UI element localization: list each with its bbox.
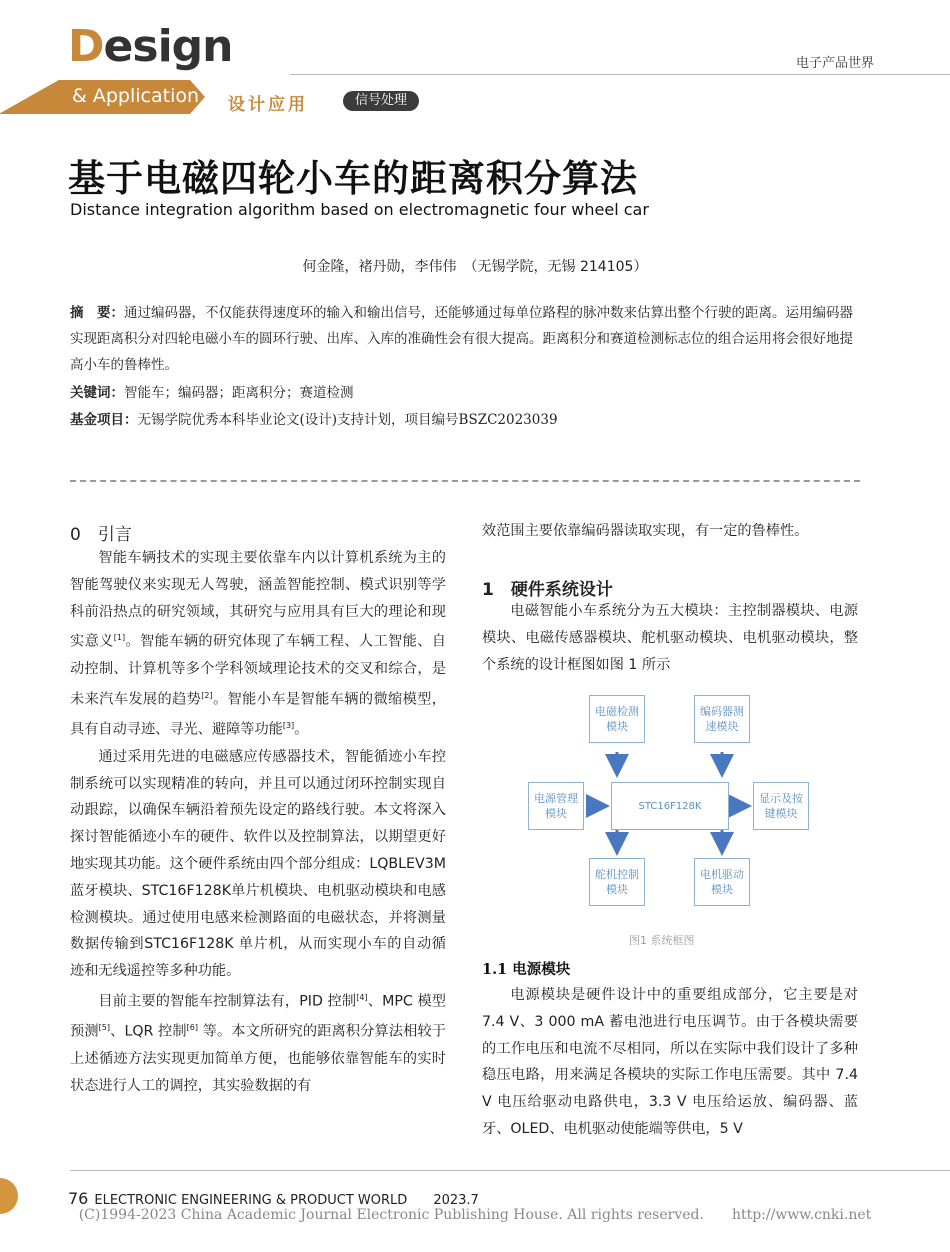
citation: [4] xyxy=(356,992,368,1002)
logo-rest: esign xyxy=(103,21,233,72)
text: 。 xyxy=(294,721,309,738)
power-heading: 1.1 电源模块 xyxy=(482,961,571,978)
footer-journal: ELECTRONIC ENGINEERING & PRODUCT WORLD xyxy=(94,1193,408,1208)
intro-paragraph-3 xyxy=(70,985,446,1100)
copyright: (C)1994-2023 China Academic Journal Electronic Publishing House. All rights reserved. http://www.cnki.net xyxy=(78,1207,872,1223)
box-servo: 舵机控制模块 xyxy=(589,858,645,906)
citation: [3] xyxy=(282,721,295,731)
citation: [5] xyxy=(98,1023,110,1033)
logo-initial: D xyxy=(68,21,104,72)
box-power-mgmt: 电源管理模块 xyxy=(528,782,584,830)
funding-text: 无锡学院优秀本科毕业论文(设计)支持计划，项目编号BSZC2023039 xyxy=(137,412,558,428)
english-title: Distance integration algorithm based on electromagnetic four wheel car xyxy=(70,200,649,219)
left-column xyxy=(70,545,446,1100)
funding-label: 基金项目： xyxy=(70,412,138,428)
citation: [2] xyxy=(201,690,213,700)
citation: [1] xyxy=(113,633,126,643)
abstract xyxy=(70,300,860,378)
section-tag: 信号处理 xyxy=(343,91,419,111)
footer-rule xyxy=(70,1170,950,1171)
hardware-text xyxy=(482,598,858,678)
keywords xyxy=(70,381,860,401)
abstract-label: 摘 要： xyxy=(70,305,124,321)
keywords-text: 智能车；编码器；距离积分；赛道检测 xyxy=(124,385,354,401)
hardware-heading: 1 硬件系统设计 xyxy=(482,580,613,600)
intro-heading: 0 引言 xyxy=(70,525,132,545)
box-display: 显示及按键模块 xyxy=(753,782,809,830)
text: 。智能小车是智能车辆的微缩模型，具有自动寻迹、寻光、避障等功能 xyxy=(70,691,446,738)
page-title: 基于电磁四轮小车的距离积分算法 xyxy=(68,156,638,200)
right-column-top xyxy=(482,518,858,545)
intro-paragraph-2: 通过采用先进的电磁感应传感器技术，智能循迹小车控制系统可以实现精准的转向，并且可以通过闭环控制实现自动跟踪，以确保车辆沿着预先设定的路线行驶。本文将深入探讨智能循迹小车的硬件、软件以及控制算法，以期望更好地实现其功能。这个硬件系统由四个部分组成：LQBLEV3M 蓝牙模块、STC16F128K单片机模块、电机驱动模块和电感检测模块。通过使用电感来检测路面的电磁状态，并将测量数据传输到STC16F128K 单片机，从而实现小车的自动循迹和无线遥控等多种功能。 xyxy=(70,748,446,980)
power-paragraph: 电源模块是硬件设计中的重要组成部分，它主要是对 7.4 V、3 000 mA 蓄电池进行电压调节。由于各模块需要的工作电压和电流不尽相同，所以在实际中我们设计了多种稳压电路，用来满足各模块的实际工作电压需要。其中 7.4 V 电压给驱动电路供电，3.3 V 电压给运放、编码器、蓝牙、OLED、电机驱动使能端等供电，5 V xyxy=(482,987,858,1137)
header-rule xyxy=(290,74,950,75)
box-mcu: STC16F128K xyxy=(611,782,729,830)
page-number: 76 xyxy=(68,1189,89,1208)
divider xyxy=(70,480,860,482)
box-encoder: 编码器测速模块 xyxy=(694,695,750,743)
text: 智能车辆技术的实现主要依靠车内以计算机系统为主的智能驾驶仪来实现无人驾驶，涵盖智能控制、模式识别等学科前沿热点的研究领域，其研究与应用具有巨大的理论和现实意义 xyxy=(70,550,446,651)
keywords-label: 关键词： xyxy=(70,385,124,401)
continued-text: 效范围主要依靠编码器读取实现，有一定的鲁棒性。 xyxy=(482,523,809,539)
citation: [6] xyxy=(186,1023,199,1033)
authors: 何金隆，褚丹勋，李伟伟 （无锡学院，无锡 214105） xyxy=(302,259,648,275)
box-em-detect: 电磁检测模块 xyxy=(589,695,645,743)
power-text xyxy=(482,982,858,1143)
text: 、LQR 控制 xyxy=(110,1024,187,1041)
logo-subtitle: & Application xyxy=(72,85,200,107)
abstract-text: 通过编码器，不仅能获得速度环的输入和输出信号，还能够通过每单位路程的脉冲数来估算出整个行驶的距离。运用编码器实现距离积分对四轮电磁小车的圆环行驶、出库、入库的准确性会有很大提高。距离积分和赛道检测标志位的组合运用将会很好地提高小车的鲁棒性。 xyxy=(70,305,853,373)
intro-paragraph-1 xyxy=(70,545,446,744)
hardware-paragraph: 电磁智能小车系统分为五大模块：主控制器模块、电源模块、电磁传感器模块、舵机驱动模块、电机驱动模块，整个系统的设计框图如图 1 所示 xyxy=(482,603,858,673)
text: 。智能车辆的研究体现了车辆工程、人工智能、自动控制、计算机等多个学科领域理论技术的交叉和综合，是未来汽车发展的趋势 xyxy=(70,634,446,708)
footer-issue: 2023.7 xyxy=(433,1193,479,1208)
figure-caption: 图1 系统框图 xyxy=(629,934,695,947)
text: 等。本文所研究的距离积分算法相较于上述循迹方法实现更加简单方便，也能够依靠智能车的实时状态进行人工的调控，其实验数据的有 xyxy=(70,1024,446,1094)
section-category: 设计应用 xyxy=(228,95,308,115)
text: 、MPC 模型预测 xyxy=(70,993,446,1041)
journal-name: 电子产品世界 xyxy=(795,56,874,71)
box-motor: 电机驱动模块 xyxy=(694,858,750,906)
funding xyxy=(70,408,860,428)
text: 目前主要的智能车控制算法有，PID 控制 xyxy=(98,993,357,1010)
journal-logo xyxy=(68,22,232,72)
